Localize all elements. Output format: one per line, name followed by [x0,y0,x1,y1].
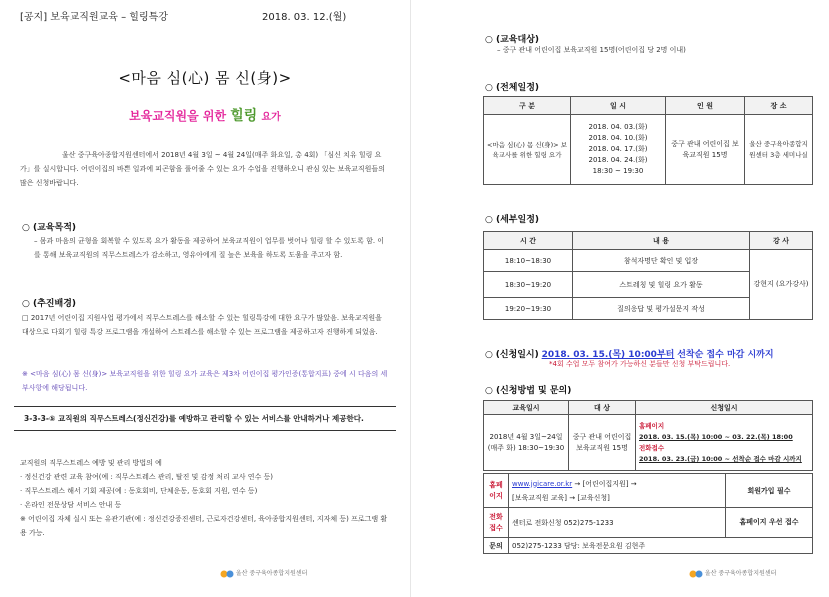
method-list [20,456,390,540]
right-page [410,0,829,597]
schedule-header: 일 시 [571,97,666,115]
method-edu: 2018년 4월 3일~24일 (매주 화) 18:30~19:30 [484,415,569,471]
background-text: □ 2017년 어린이집 지원사업 평가에서 직무스트레스를 해소할 수 있는 힐링특강에 대한 요구가 많았음. 보육교직원을 대상으로 다회기 힐링 특강 프로그램을 개설하여 스트레스를 해소할 수 있는 프로그램을 제공하고자 진행하게 되었음. [22,314,382,336]
left-page [0,0,410,597]
detail-table [483,231,813,320]
detail-header: 시 간 [484,232,573,250]
method-list-heading: 교직원의 직무스트레스 예방 및 관리 방법의 예 [20,459,162,467]
evaluation-note: ※ <마음 심(心) 몸 신(身)> 보육교직원을 위한 힐링 요가 교육은 제3차 어린이집 평가인증(통합지표) 중에 시 다음의 세부사항에 해당됩니다. [22,370,388,392]
apply-note: *4회 수업 모두 참여가 가능하신 분들만 신청 부탁드립니다. [549,360,731,368]
arrow-right-icon: → [569,493,576,502]
detail-content: 참석자명단 확인 및 입장 [573,250,750,272]
center-logo-icon [689,569,703,579]
homepage-label: 홈페이지 [639,421,665,430]
method-target: 중구 관내 어린이집 보육교직원 15명 [569,415,636,471]
apply-date: 2018. 03. 15.(목) 10:00부터 [541,350,675,360]
left-footer: 울산 중구육아종합지원센터 [220,568,307,579]
arrow-right-icon: → [630,479,637,488]
homepage-time: 2018. 03. 15.(목) 10:00 ~ 03. 22.(목) 18:00 [639,432,793,441]
schedule-table [483,96,813,185]
subtitle-pink: 보육교직원을 위한 [129,109,227,123]
phone-time: 2018. 03. 23.(금) 10:00 ~ 선착순 접수 마감 시까지 [639,454,802,463]
method-table [483,400,813,471]
schedule-dates: 2018. 04. 03.(화) 2018. 04. 10.(화) 2018. 04. 17.(화) 2018. 04. 24.(화) 18:30 ~ 19:30 [571,115,666,185]
center-logo-icon [220,569,234,579]
phone-label: 전화접수 [639,443,665,452]
row-home-label: 홈페이지 [484,474,509,508]
row-inquiry-text: 052)275-1233 담당: 보육전문요원 김현주 [509,538,813,554]
method-header: 교육일시 [484,401,569,415]
background-heading: ○ (추진배경) [22,299,77,309]
notice-header: [공지] 보육교직원교육 – 힐링특강 [20,12,168,23]
table-row [484,250,813,272]
row-phone-right: 홈페이지 우선 접수 [726,508,813,538]
schedule-place: 울산 중구육아종합지원센터 3층 세미나실 [745,115,813,185]
detail-header: 강 사 [750,232,813,250]
row-inquiry-label: 문의 [484,538,509,554]
circle-bullet-icon: ○ [485,350,493,360]
notice-date: 2018. 03. 12.(월) [262,12,347,23]
apply-method-table [483,473,813,554]
apply-heading: (신청일시) [495,350,539,360]
circle-bullet-icon: ○ [485,386,493,396]
intro-paragraph: 울산 중구육아종합지원센터에서 2018년 4월 3일 ~ 4월 24일(매주 화요일, 총 4회) 「심신 치유 힐링 요가」를 실시합니다. 어린이집의 바쁜 일과에 피곤함을 풀어줄 수 있는 요가 수업을 진행하오니 관심 있는 보육교직원들의 많은 신청바랍니다. [20,151,385,187]
method-heading: ○ (신청방법 및 문의) [485,386,572,396]
detail-heading: ○ (세부일정) [485,215,540,225]
purpose-text: – 몸과 마음의 균형을 회복할 수 있도록 요가 활동을 제공하여 보육교직원이 업무를 벗어나 힐링 할 수 있도록 함. 이를 통해 보육교직원의 직무스트레스가 감소하고, 영유아에게 질 높은 보육을 하도록 도움을 주고자 함. [34,237,385,259]
detail-content: 스트레칭 및 힐링 요가 활동 [573,272,750,298]
arrow-right-icon: → [574,479,581,488]
detail-teacher: 강현지 (요가강사) [750,250,813,320]
doc-title: <마음 심(心) 몸 신(身)> [118,69,292,87]
homepage-link[interactable]: www.jgicare.or.kr [512,479,573,488]
row-home-right: 회원가입 필수 [726,474,813,508]
row-phone-label: 전화접수 [484,508,509,538]
right-footer: 울산 중구육아종합지원센터 [689,568,776,579]
method-header: 대 상 [569,401,636,415]
subtitle-green: 힐링 [230,108,258,124]
schedule-header: 구 분 [484,97,571,115]
schedule-header: 인 원 [666,97,745,115]
method-apply-dates [636,415,813,471]
circle-bullet-icon: ○ [485,215,493,225]
method-header: 신청일시 [636,401,813,415]
schedule-program: <마음 심(心) 몸 신(身)> 보육교사를 위한 힐링 요가 [484,115,571,185]
detail-time: 18:10~18:30 [484,250,573,272]
row-phone-text: 센터로 전화신청 052)275-1233 [509,508,726,538]
circle-bullet-icon: ○ [485,35,493,45]
purpose-heading: ○ (교육목적) [22,223,77,233]
evaluation-box: 3-3-3-⑤ 교직원의 직무스트레스(정신건강)를 예방하고 관리할 수 있는 서비스를 안내하거나 제공한다. [14,406,396,431]
target-text: – 중구 관내 어린이집 보육교직원 15명(어린이집 당 2명 이내) [497,46,686,54]
schedule-people: 중구 관내 어린이집 보육교직원 15명 [666,115,745,185]
circle-bullet-icon: ○ [22,299,30,309]
detail-header: 내 용 [573,232,750,250]
schedule-heading: ○ (전체일정) [485,83,540,93]
doc-subtitle [0,105,410,125]
method-list-item: · 직무스트레스 해서 기회 제공(예 : 동호회비, 단체운동, 동호회 지원, 연수 등) [20,487,258,495]
circle-bullet-icon: ○ [22,223,30,233]
detail-time: 18:30~19:20 [484,272,573,298]
subtitle-end: 요가 [261,112,281,123]
method-list-item: ※ 어린이집 자체 실시 또는 유관기관(예 : 정신건강증진센터, 근로자건강센터, 육아종합지원센터, 지자체 등) 프로그램 활용 가능. [20,515,388,537]
detail-time: 19:20~19:30 [484,298,573,320]
row-home-path: www.jgicare.or.kr → [어린이집지원] → [보육교직원 교육] → [교육신청] [509,474,726,508]
method-list-item: · 정신건강 관련 교육 참여(예 : 직무스트레스 관리, 탈진 및 감정 처리 교사 연수 등) [20,473,274,481]
target-heading: ○ (교육대상) [485,35,540,45]
schedule-header: 장 소 [745,97,813,115]
apply-rest: 선착순 접수 마감 시까지 [677,350,774,360]
circle-bullet-icon: ○ [485,83,493,93]
detail-content: 질의응답 및 평가설문지 작성 [573,298,750,320]
method-list-item: · 온라인 전문상담 서비스 안내 등 [20,501,122,509]
